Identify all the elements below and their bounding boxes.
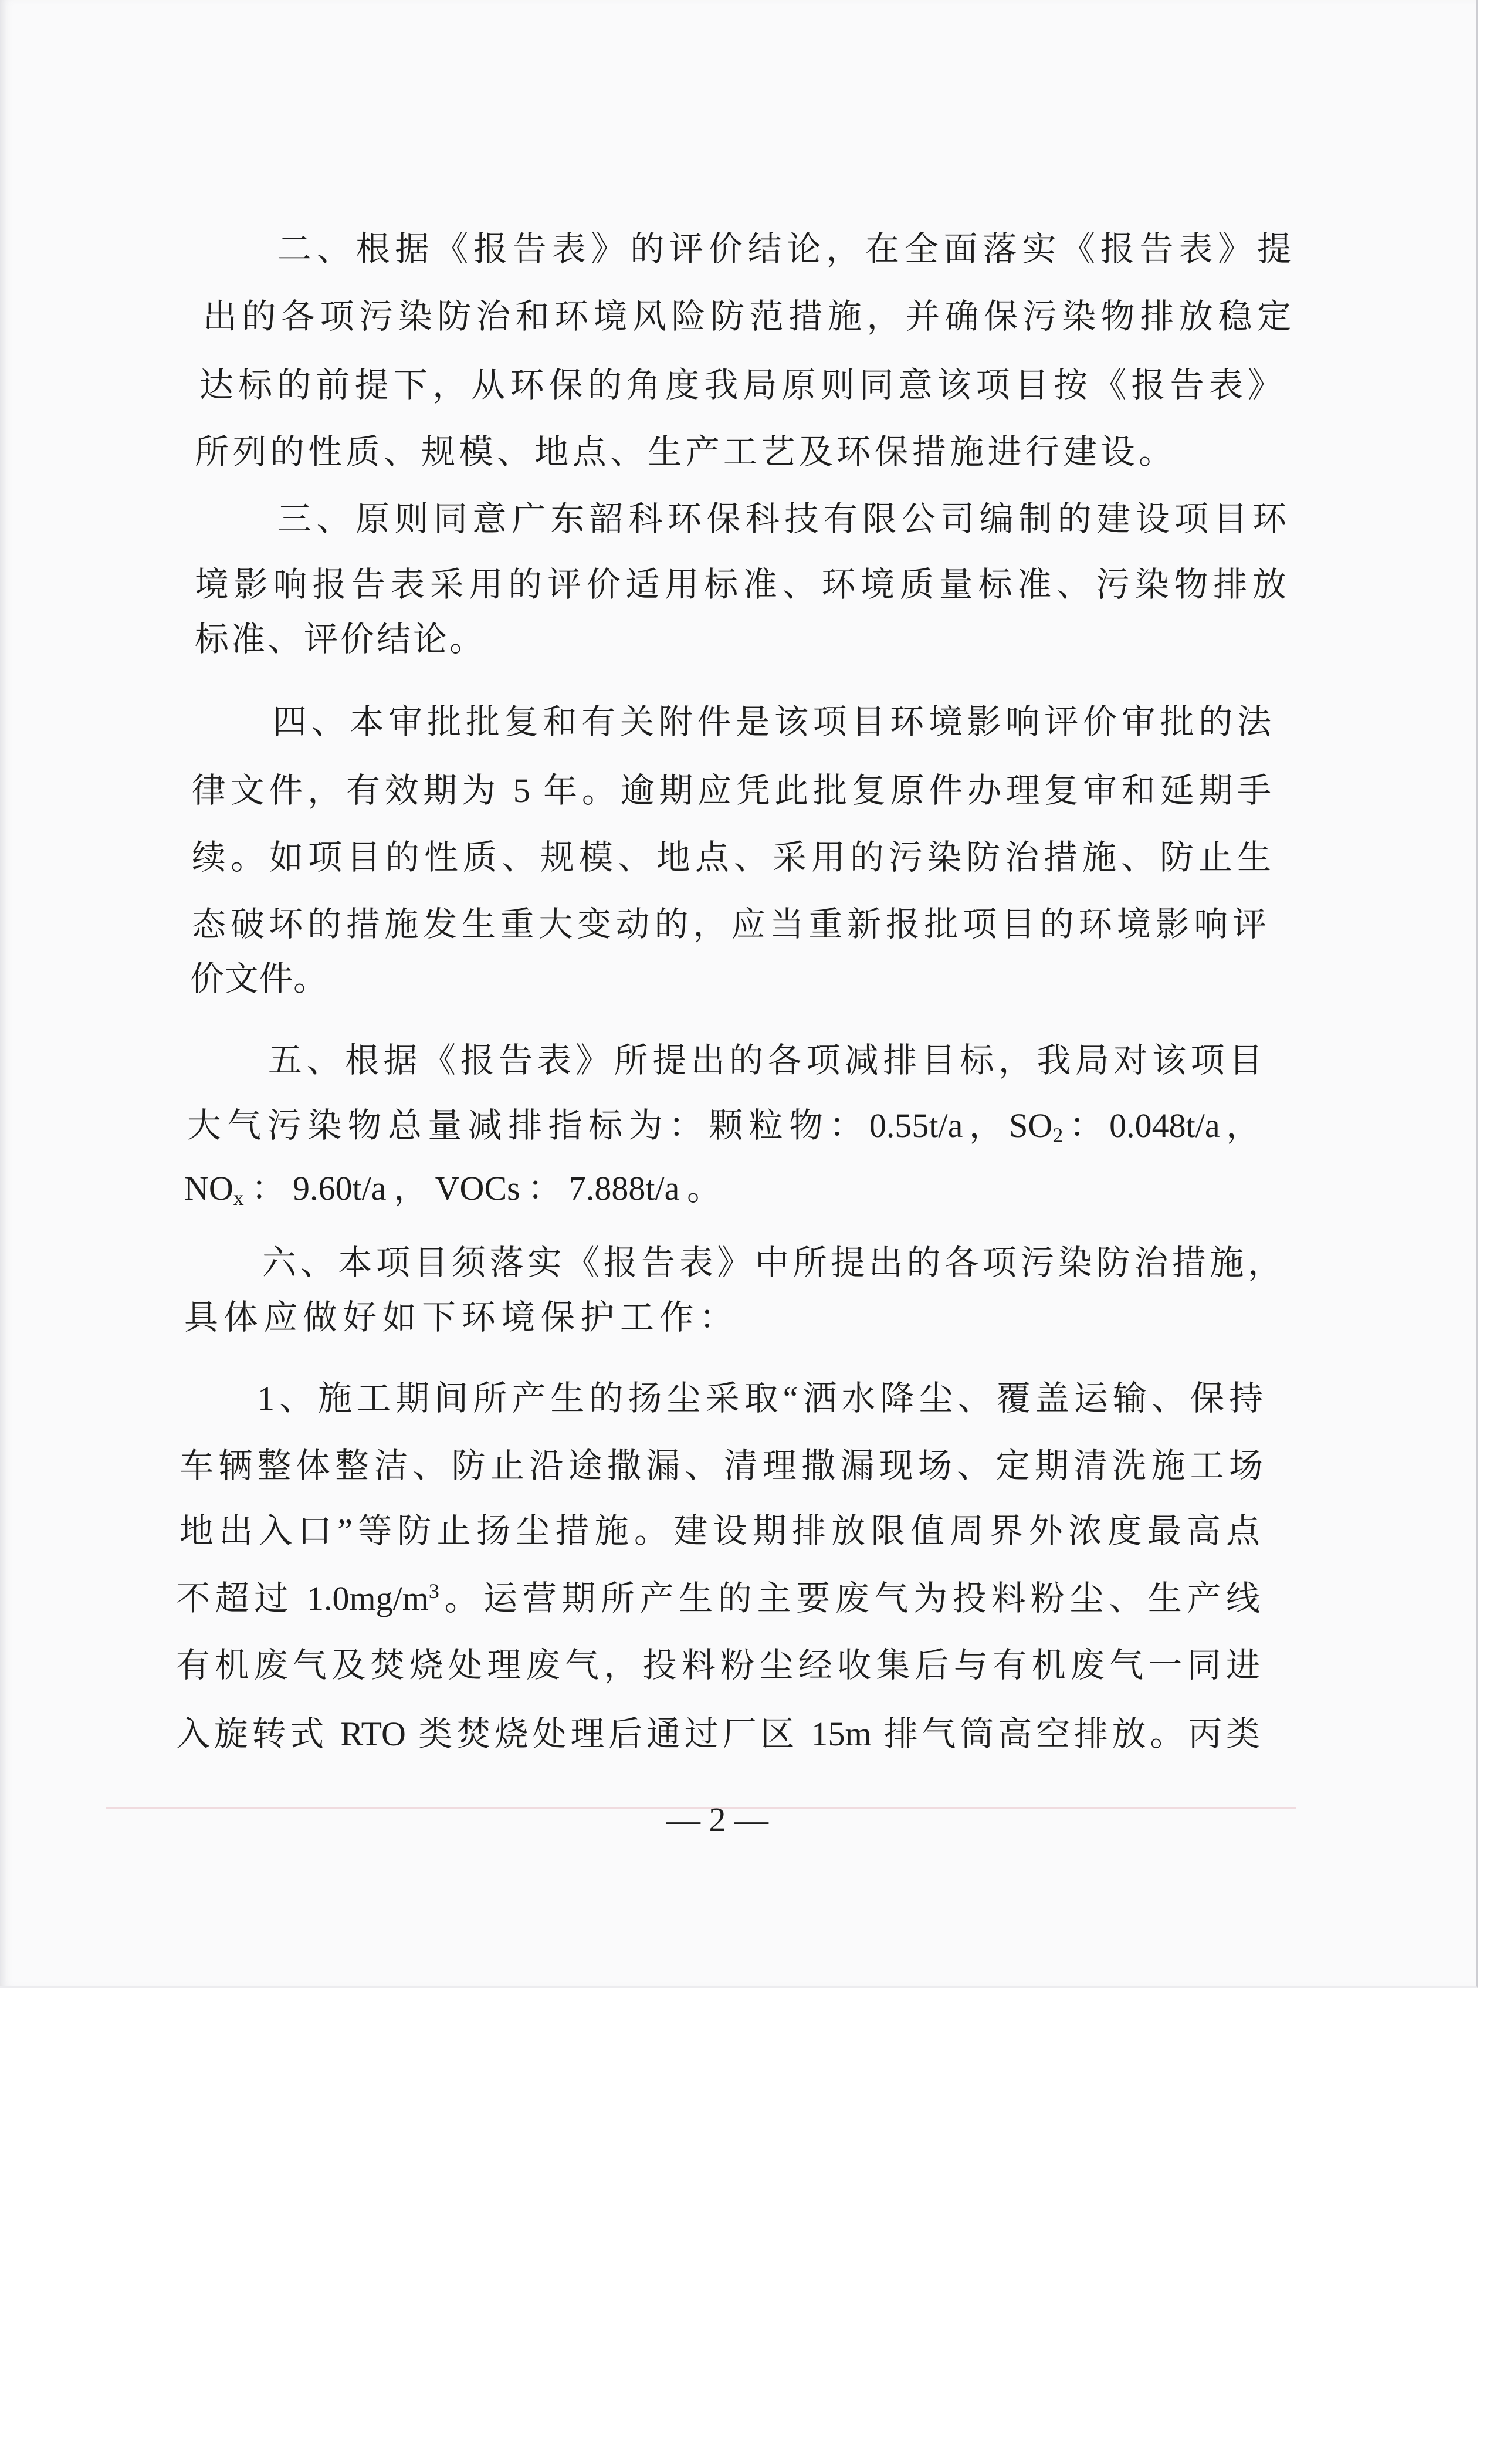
text-segment: 不超过 1.0mg/m [176, 1579, 429, 1617]
text-line: 标准、评价结论。 [195, 620, 483, 658]
text-segment: ：9.60t/a，VOCs：7.888t/a。 [243, 1169, 721, 1207]
text-line: 五、根据《报告表》所提出的各项减排目标，我局对该项目 [268, 1041, 1263, 1079]
text-segment: 大气污染物总量减排指标为：颗粒物：0.55t/a，SO [187, 1106, 1053, 1145]
text-line: 境影响报告表采用的评价适用标准、环境质量标准、污染物排放 [195, 566, 1286, 604]
text-segment: ：0.048t/a， [1063, 1106, 1260, 1145]
emission-targets-line [187, 1099, 1260, 1152]
text-segment: NO [184, 1169, 233, 1207]
subscript: 2 [1052, 1123, 1064, 1147]
text-line: 四、本审批批复和有关附件是该项目环境影响评价审批的法 [273, 703, 1271, 741]
text-line: 车辆整体整洁、防止沿途撒漏、清理撒漏现场、定期清洗施工场 [179, 1447, 1263, 1485]
text-line: 达标的前提下，从环保的角度我局原则同意该项目按《报告表》 [199, 366, 1282, 404]
subscript: x [233, 1186, 244, 1210]
text-line: 具体应做好如下环境保护工作： [184, 1298, 733, 1336]
text-line: 律文件，有效期为 5 年。逾期应凭此批复原件办理复审和延期手 [192, 771, 1271, 810]
text-line: 出的各项污染防治和环境风险防范措施，并确保污染物排放稳定 [203, 297, 1291, 336]
text-line [176, 1572, 1260, 1625]
text-line: 三、原则同意广东韶科环保科技有限公司编制的建设项目环 [277, 500, 1286, 538]
text-line: 六、本项目须落实《报告表》中所提出的各项污染防治措施， [262, 1244, 1282, 1282]
text-line: 价文件。 [190, 960, 327, 998]
text-line: 地出入口”等防止扬尘措施。建设期排放限值周界外浓度最高点 [179, 1512, 1260, 1550]
text-line: 续。如项目的性质、规模、地点、采用的污染防治措施、防止生 [192, 838, 1271, 876]
text-line: 二、根据《报告表》的评价结论，在全面落实《报告表》提 [277, 230, 1291, 268]
text-line: 入旋转式 RTO 类焚烧处理后通过厂区 15m 排气筒高空排放。丙类 [176, 1715, 1260, 1753]
superscript: 3 [428, 1579, 439, 1603]
page-number: — 2 — [666, 1800, 768, 1839]
text-line: 有机废气及焚烧处理废气，投料粉尘经收集后与有机废气一同进 [176, 1646, 1260, 1684]
text-line: 态破坏的措施发生重大变动的，应当重新报批项目的环境影响评 [192, 905, 1266, 943]
text-line: 1、施工期间所产生的扬尘采取“洒水降尘、覆盖运输、保持 [258, 1379, 1263, 1417]
text-segment: 。运营期所产生的主要废气为投料粉尘、生产线 [439, 1579, 1260, 1617]
text-line: 所列的性质、规模、地点、生产工艺及环保措施进行建设。 [195, 433, 1173, 471]
emission-targets-line [184, 1162, 721, 1215]
